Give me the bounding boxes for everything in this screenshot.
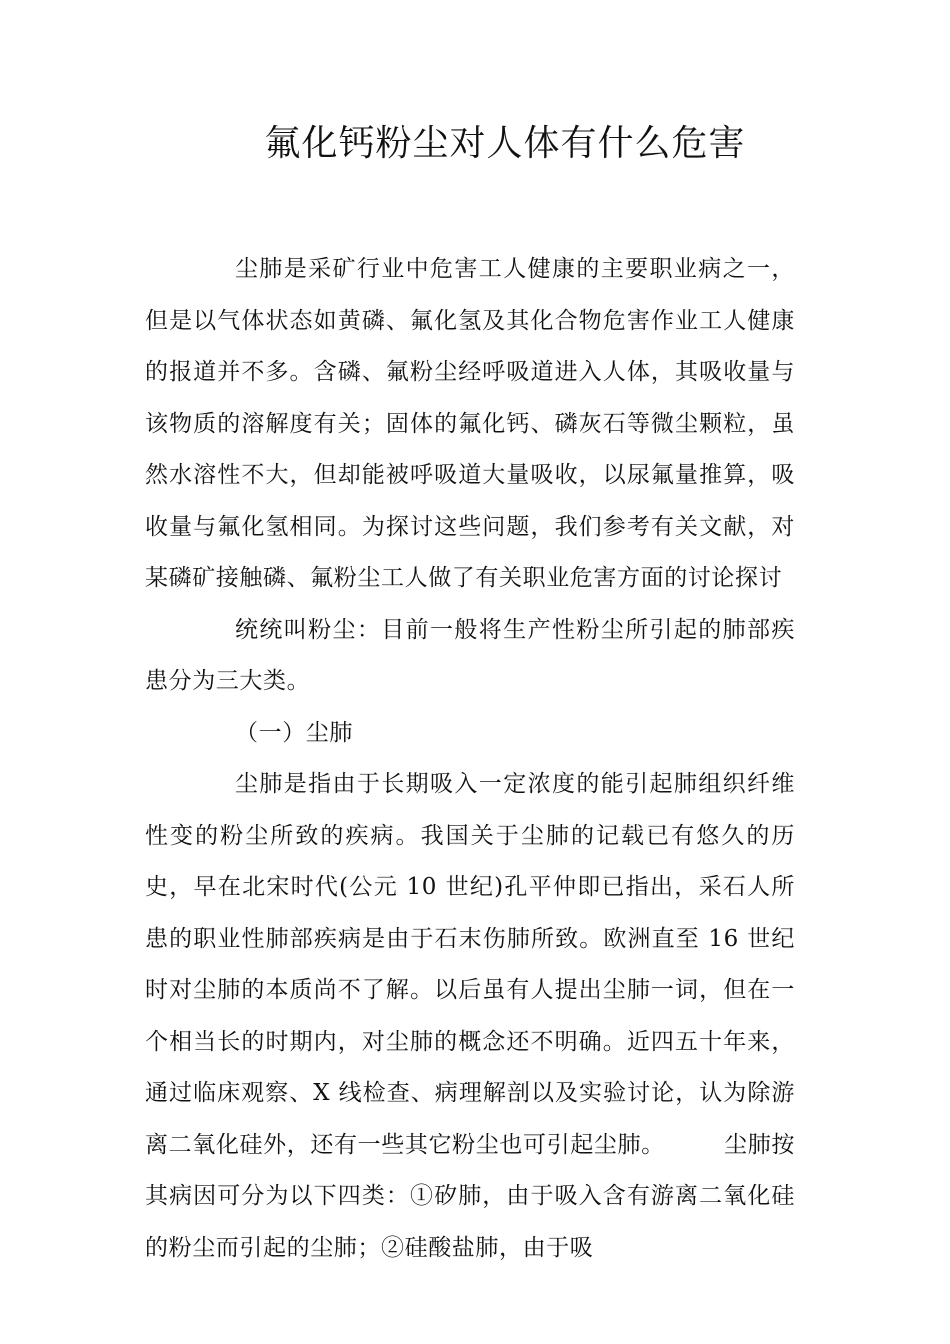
paragraph-pneumoconiosis-definition: 尘肺是指由于长期吸入一定浓度的能引起肺组织纤维性变的粉尘所致的疾病。我国关于尘肺的记载已有悠久的历史，早在北宋时代(公元 10 世纪)孔平仲即已指出，采石人所患的职业性肺部疾病是由于石末伤肺所致。欧洲直至 16 世纪时对尘肺的本质尚不了解。以后虽有人提出尘肺一词，但在一个相当长的时期内，对尘肺的概念还不明确。近四五十年来，通过临床观察、X 线检查、病理解剖以及实验讨论，认为除游离二氧化硅外，还有一些其它粉尘也可引起尘肺。 尘肺按其病因可分为以下四类：①矽肺，由于吸入含有游离二氧化硅的粉尘而引起的尘肺；②硅酸盐肺，由于吸 bbox=[145, 771, 795, 1261]
document-body bbox=[145, 244, 795, 1274]
paragraph-intro: 尘肺是采矿行业中危害工人健康的主要职业病之一，但是以气体状态如黄磷、氟化氢及其化合物危害作业工人健康的报道并不多。含磷、氟粉尘经呼吸道进入人体，其吸收量与该物质的溶解度有关；固体的氟化钙、磷灰石等微尘颗粒，虽然水溶性不大，但却能被呼吸道大量吸收，以尿氟量推算，吸收量与氟化氢相同。为探讨这些问题，我们参考有关文献，对某磷矿接触磷、氟粉尘工人做了有关职业危害方面的讨论探讨 bbox=[145, 256, 795, 591]
paragraph-classification: 统统叫粉尘：目前一般将生产性粉尘所引起的肺部疾患分为三大类。 bbox=[145, 616, 795, 694]
document-title: 氟化钙粉尘对人体有什么危害 bbox=[264, 123, 746, 164]
section-heading-pneumoconiosis: （一）尘肺 bbox=[235, 719, 353, 746]
